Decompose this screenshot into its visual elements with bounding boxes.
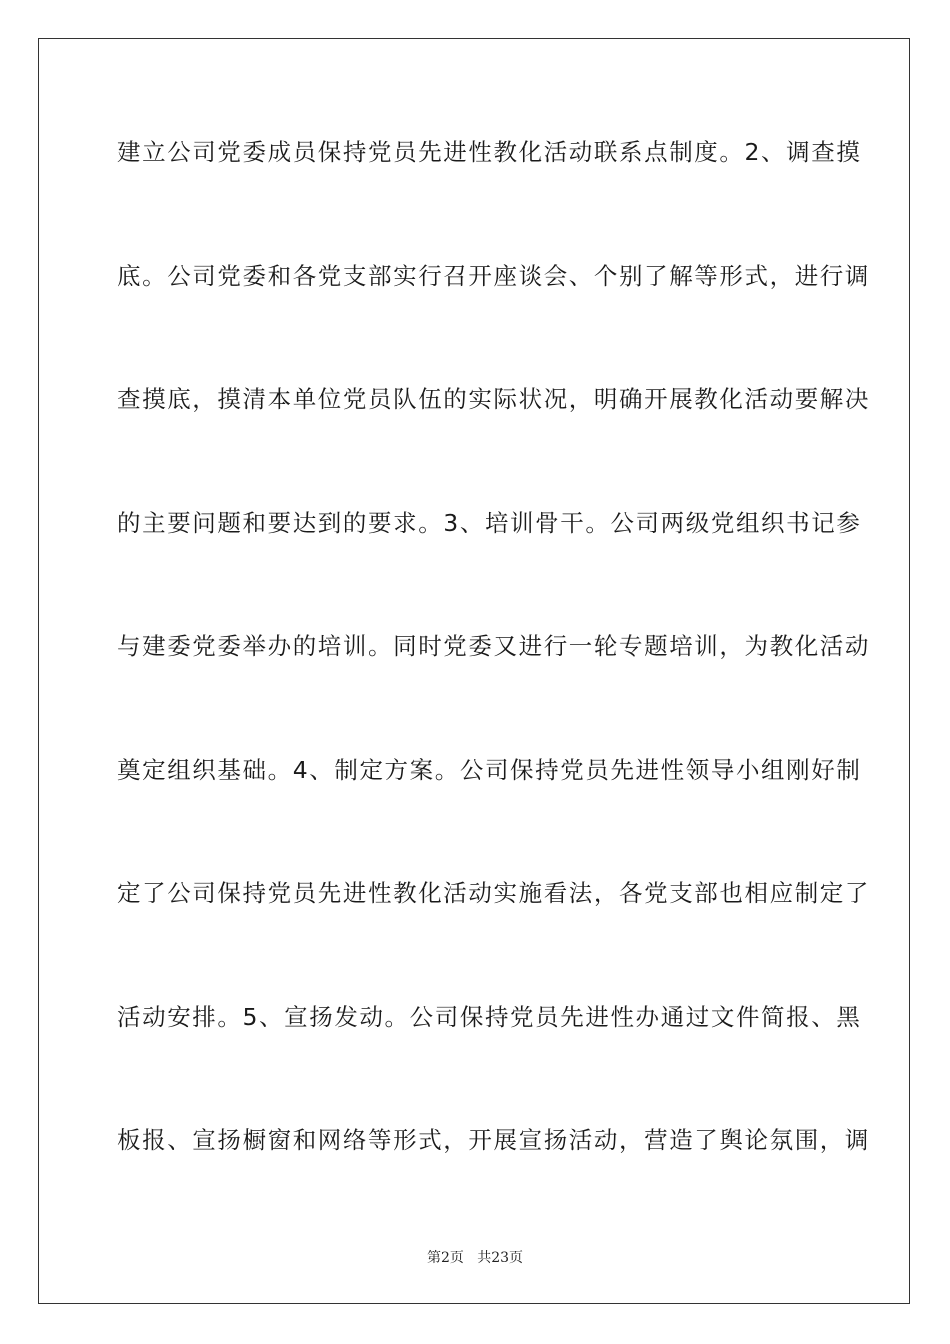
- text-line: 的主要问题和要达到的要求。3、培训骨干。公司两级党组织书记参: [117, 508, 862, 537]
- page-number-footer: 第2页 共23页: [426, 1250, 524, 1266]
- text-line: 奠定组织基础。4、制定方案。公司保持党员先进性领导小组刚好制: [117, 755, 862, 784]
- text-line: 活动安排。5、宣扬发动。公司保持党员先进性办通过文件简报、黑: [117, 1002, 862, 1031]
- document-body: [117, 127, 870, 1239]
- text-line: 查摸底，摸清本单位党员队伍的实际状况，明确开展教化活动要解决: [117, 385, 870, 413]
- text-line: 底。公司党委和各党支部实行召开座谈会、个别了解等形式，进行调: [117, 261, 870, 290]
- text-line: 与建委党委举办的培训。同时党委又进行一轮专题培训，为教化活动: [117, 632, 870, 660]
- text-line: 定了公司保持党员先进性教化活动实施看法，各党支部也相应制定了: [117, 879, 870, 907]
- text-line: 建立公司党委成员保持党员先进性教化活动联系点制度。2、调查摸: [117, 138, 862, 166]
- text-line: 板报、宣扬橱窗和网络等形式，开展宣扬活动，营造了舆论氛围，调: [117, 1126, 870, 1154]
